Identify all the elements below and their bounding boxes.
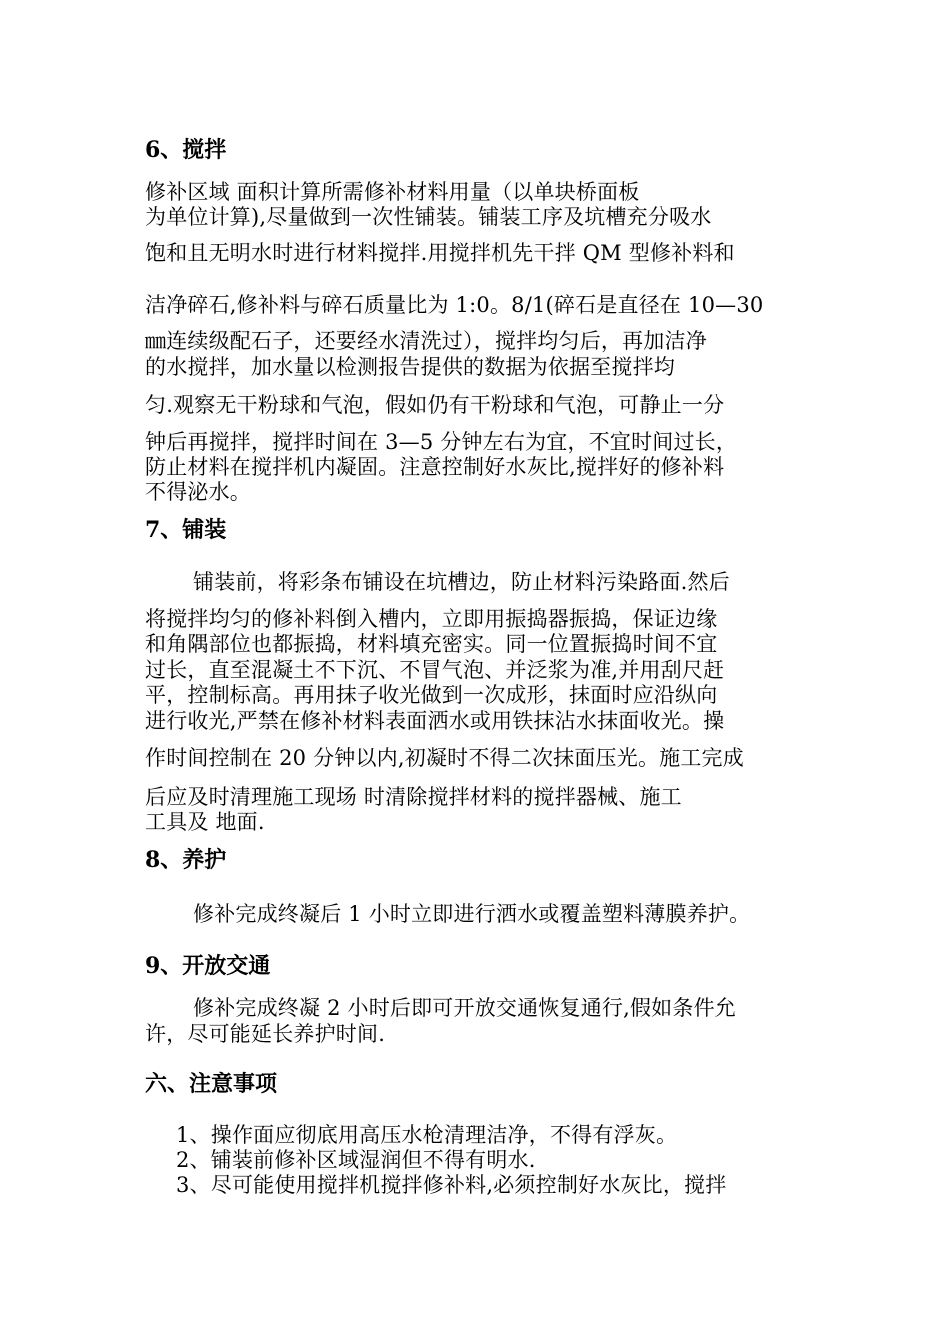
heading-open-traffic: 9、开放交通 [145, 953, 271, 979]
heading-precautions: 六、注意事项 [145, 1071, 278, 1097]
list-item: 3、尽可能使用搅拌机搅拌修补料,必须控制好水灰比，搅拌 [176, 1173, 727, 1197]
paragraph-line: 进行收光,严禁在修补材料表面洒水或用铁抹沾水抹面收光。操 [145, 709, 725, 733]
paragraph-line: 平，控制标高。再用抹子收光做到一次成形，抹面时应沿纵向 [145, 683, 718, 707]
paragraph-line: 修补区域 面积计算所需修补材料用量（以单块桥面板 [145, 180, 640, 204]
heading-mixing: 6、搅拌 [145, 137, 227, 163]
paragraph-line: 修补完成终凝 2 小时后即可开放交通恢复通行,假如条件允 [193, 996, 736, 1020]
paragraph-line: 铺装前，将彩条布铺设在坑槽边，防止材料污染路面.然后 [193, 570, 730, 594]
paragraph-line: 修补完成终凝后 1 小时立即进行洒水或覆盖塑料薄膜养护。 [193, 902, 751, 926]
list-item: 1、操作面应彻底用高压水枪清理洁净，不得有浮灰。 [176, 1123, 678, 1147]
paragraph-line: 钟后再搅拌，搅拌时间在 3—5 分钟左右为宜，不宜时间过长， [145, 430, 738, 454]
paragraph-line: 和角隅部位也都振捣，材料填充密实。同一位置振捣时间不宜 [145, 632, 718, 656]
paragraph-line: 过长，直至混凝土不下沉、不冒气泡、并泛浆为准,并用刮尺赶 [145, 658, 725, 682]
paragraph-line: 工具及 地面. [145, 810, 265, 834]
paragraph-line: 将搅拌均匀的修补料倒入槽内，立即用振捣器振捣，保证边缘 [145, 607, 718, 631]
paragraph-line: 许，尽可能延长养护时间. [145, 1022, 386, 1046]
paragraph-line: 为单位计算),尽量做到一次性铺装。铺装工序及坑槽充分吸水 [145, 205, 712, 229]
paragraph-line: 防止材料在搅拌机内凝固。注意控制好水灰比,搅拌好的修补料 [145, 455, 725, 479]
list-item: 2、铺装前修补区域湿润但不得有明水. [176, 1148, 536, 1172]
heading-paving: 7、铺装 [145, 517, 227, 543]
paragraph-line: 作时间控制在 20 分钟以内,初凝时不得二次抹面压光。施工完成 [145, 746, 744, 770]
paragraph-line: 洁净碎石,修补料与碎石质量比为 1:0。8/1(碎石是直径在 10—30 [145, 293, 764, 317]
paragraph-line: 饱和且无明水时进行材料搅拌.用搅拌机先干拌 QM 型修补料和 [145, 241, 735, 265]
heading-curing: 8、养护 [145, 847, 227, 873]
paragraph-line: 的水搅拌，加水量以检测报告提供的数据为依据至搅拌均 [145, 355, 675, 379]
paragraph-line: 不得泌水。 [145, 480, 251, 504]
paragraph-line: 后应及时清理施工现场 时清除搅拌材料的搅拌器械、施工 [145, 785, 682, 809]
paragraph-line: ㎜连续级配石子，还要经水清洗过），搅拌均匀后，再加洁净 [145, 329, 707, 353]
paragraph-line: 匀.观察无干粉球和气泡，假如仍有干粉球和气泡，可静止一分 [145, 393, 725, 417]
